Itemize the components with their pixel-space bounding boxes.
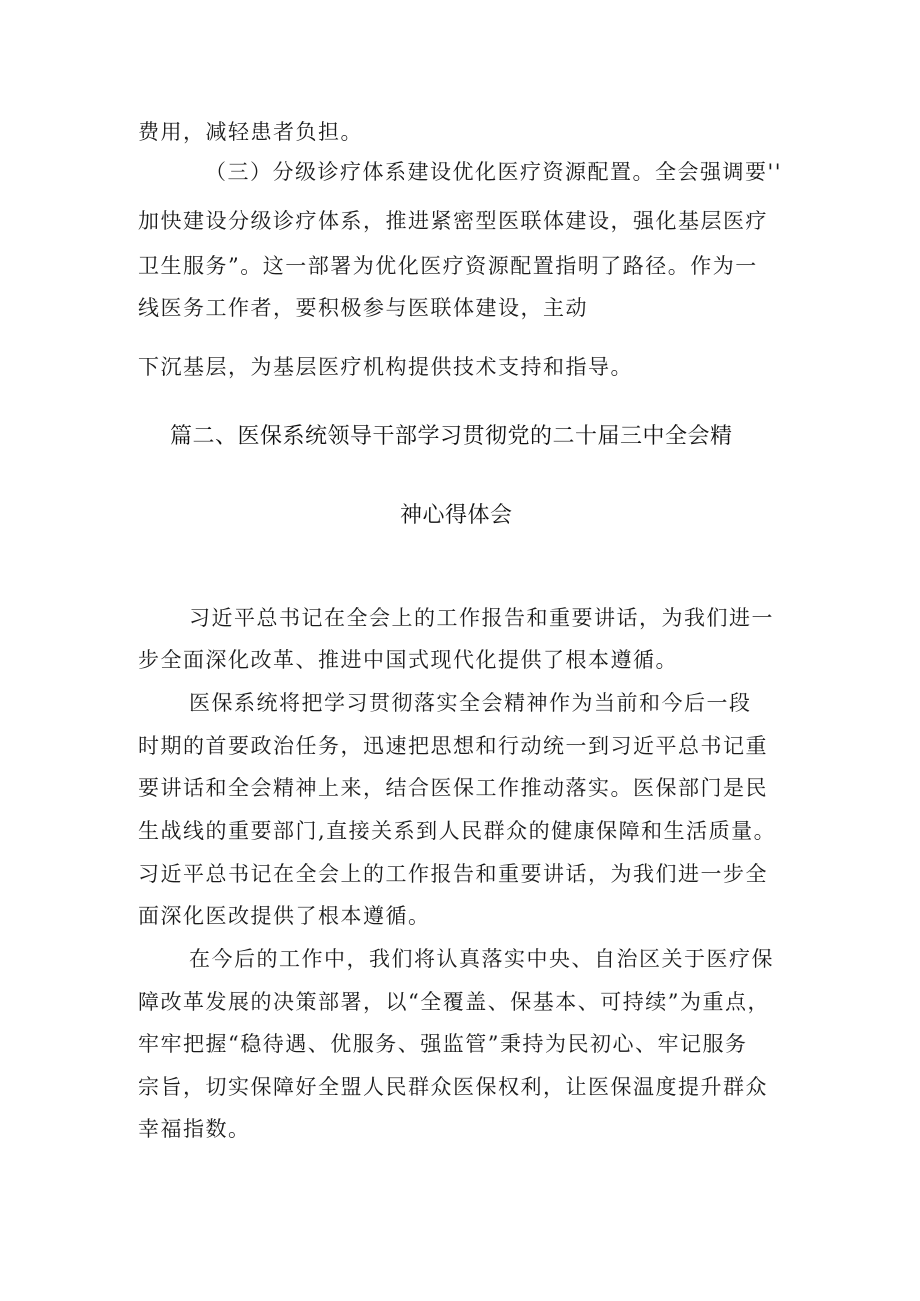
paragraph-line: 生战线的重要部门,直接关系到人民群众的健康保障和生活质量。 xyxy=(138,819,777,843)
subsection-heading-line: （三）分级诊疗体系建设优化医疗资源配置。全会强调要'' xyxy=(205,160,783,184)
paragraph-line: 幸福指数。 xyxy=(138,1117,251,1141)
paragraph-line: 要讲话和全会精神上来，结合医保工作推动落实。医保部门是民 xyxy=(138,776,768,800)
section-title-line-1: 篇二、医保系统领导干部学习贯彻党的二十届三中全会精 xyxy=(170,424,733,449)
paragraph-line: 障改革发展的决策部署，以“全覆盖、保基本、可持续”为重点， xyxy=(138,990,770,1014)
paragraph-line: 牢牢把握“稳待遇、优服务、强监管”秉持为民初心、牢记服务 xyxy=(138,1032,748,1056)
text-line: 费用，减轻患者负担。 xyxy=(138,120,363,144)
paragraph-line: 医保系统将把学习贯彻落实全会精神作为当前和今后一段 xyxy=(189,691,752,715)
text-line: 线医务工作者，要积极参与医联体建设，主动 xyxy=(138,296,588,320)
text-line: 加快建设分级诊疗体系，推进紧密型医联体建设，强化基层医疗 xyxy=(138,209,768,233)
paragraph-line: 步全面深化改革、推进中国式现代化提供了根本遵循。 xyxy=(138,648,678,672)
paragraph-line: 习近平总书记在全会上的工作报告和重要讲话，为我们进一 xyxy=(189,606,774,630)
paragraph-line: 宗旨，切实保障好全盟人民群众医保权利，让医保温度提升群众 xyxy=(138,1075,768,1099)
paragraph-line: 面深化医改提供了根本遵循。 xyxy=(138,904,431,928)
paragraph-line: 习近平总书记在全会上的工作报告和重要讲话，为我们进一步全 xyxy=(138,862,768,886)
paragraph-line: 在今后的工作中，我们将认真落实中央、自治区关于医疗保 xyxy=(189,947,774,971)
text-line: 卫生服务”。这一部署为优化医疗资源配置指明了路径。作为一 xyxy=(138,254,758,278)
section-title-line-2: 神心得体会 xyxy=(400,503,513,528)
paragraph-line: 时期的首要政治任务，迅速把思想和行动统一到习近平总书记重 xyxy=(138,734,768,758)
text-line: 下沉基层，为基层医疗机构提供技术支持和指导。 xyxy=(138,355,633,379)
